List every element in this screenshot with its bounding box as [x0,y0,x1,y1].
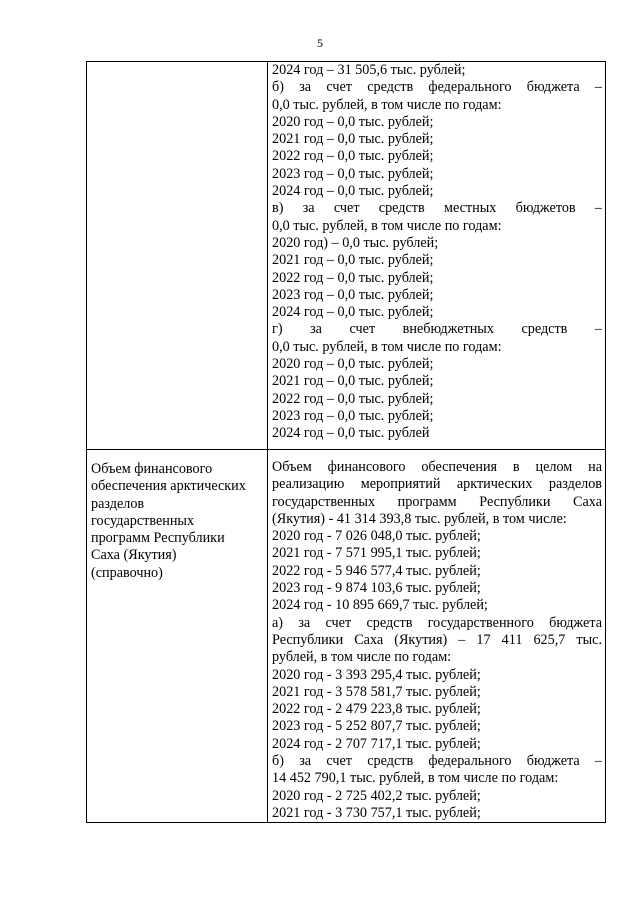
text-line: 2024 год - 10 895 669,7 тыс. рублей; [272,597,488,614]
row1-value-cell [268,62,606,450]
row-heading-line: Саха (Якутия) [91,547,177,564]
row-heading-line: программ Республики [91,530,225,547]
text-line: 2022 год - 2 479 223,8 тыс. рублей; [272,701,481,718]
table-row [87,450,606,823]
row1-label-cell [87,62,268,450]
text-line: 2023 год – 0,0 тыс. рублей; [272,407,434,424]
row2-label-cell [87,450,268,823]
text-line: в) за счет средств местных бюджетов – [272,200,602,217]
text-line: 2023 год – 0,0 тыс. рублей; [272,165,434,182]
text-line: б) за счет средств федерального бюджета – [272,79,602,96]
text-line: 2021 год - 7 571 995,1 тыс. рублей; [272,545,481,562]
passport-table [86,61,606,823]
text-line: 2020 год – 0,0 тыс. рублей; [272,356,434,373]
row2-value-cell [268,450,606,823]
table-row [87,62,606,450]
row-heading-line: государственных [91,512,195,529]
text-line: 2022 год – 0,0 тыс. рублей; [272,269,434,286]
text-line: 2024 год – 0,0 тыс. рублей; [272,183,434,200]
text-line: 0,0 тыс. рублей, в том числе по годам: [272,338,502,355]
row-heading-line: (справочно) [91,564,163,581]
text-line: 2024 год – 31 505,6 тыс. рублей; [272,62,466,78]
row-heading-line: Объем финансового [91,461,213,477]
text-line: 2021 год - 3 578 581,7 тыс. рублей; [272,683,481,700]
text-line: 2020 год - 7 026 048,0 тыс. рублей; [272,528,481,545]
text-line: 2024 год – 0,0 тыс. рублей [272,425,430,442]
text-line: 2020 год) – 0,0 тыс. рублей; [272,234,439,251]
text-line: (Якутия) - 41 314 393,8 тыс. рублей, в том числе: [272,510,567,527]
text-line: б) за счет средств федерального бюджета – [272,753,602,770]
page-number: 5 [317,36,323,50]
text-line: 2021 год – 0,0 тыс. рублей; [272,131,434,148]
text-line: 2020 год – 0,0 тыс. рублей; [272,113,434,130]
text-line: 2024 год - 2 707 717,1 тыс. рублей; [272,735,481,752]
text-line: 2023 год - 9 874 103,6 тыс. рублей; [272,580,481,597]
text-line: а) за счет средств государственного бюджета [272,614,602,631]
text-line: государственных программ Республики Саха [272,493,602,510]
text-line: 2023 год – 0,0 тыс. рублей; [272,286,434,303]
text-line: Объем финансового обеспечения в целом на [272,459,602,475]
text-line: 2021 год - 3 730 757,1 тыс. рублей; [272,804,481,821]
text-line: 2021 год – 0,0 тыс. рублей; [272,373,434,390]
text-line: 2024 год – 0,0 тыс. рублей; [272,304,434,321]
text-line: 2022 год – 0,0 тыс. рублей; [272,390,434,407]
text-line: г) за счет внебюджетных средств – [272,321,602,338]
text-line: рублей, в том числе по годам: [272,649,452,666]
text-line: 2023 год - 5 252 807,7 тыс. рублей; [272,718,481,735]
row-heading-line: разделов [91,495,145,512]
text-line: Республики Саха (Якутия) – 17 411 625,7 тыс. [272,631,602,648]
text-line: реализацию мероприятий арктических разделов [272,476,602,493]
text-line: 2022 год - 5 946 577,4 тыс. рублей; [272,562,481,579]
text-line: 2022 год – 0,0 тыс. рублей; [272,148,434,165]
text-line: 0,0 тыс. рублей, в том числе по годам: [272,217,502,234]
text-line: 2020 год - 3 393 295,4 тыс. рублей; [272,666,481,683]
text-line: 2020 год - 2 725 402,2 тыс. рублей; [272,787,481,804]
text-line: 0,0 тыс. рублей, в том числе по годам: [272,96,502,113]
row-heading-line: обеспечения арктических [91,478,246,495]
text-line: 14 452 790,1 тыс. рублей, в том числе по годам: [272,770,559,787]
text-line: 2021 год – 0,0 тыс. рублей; [272,252,434,269]
